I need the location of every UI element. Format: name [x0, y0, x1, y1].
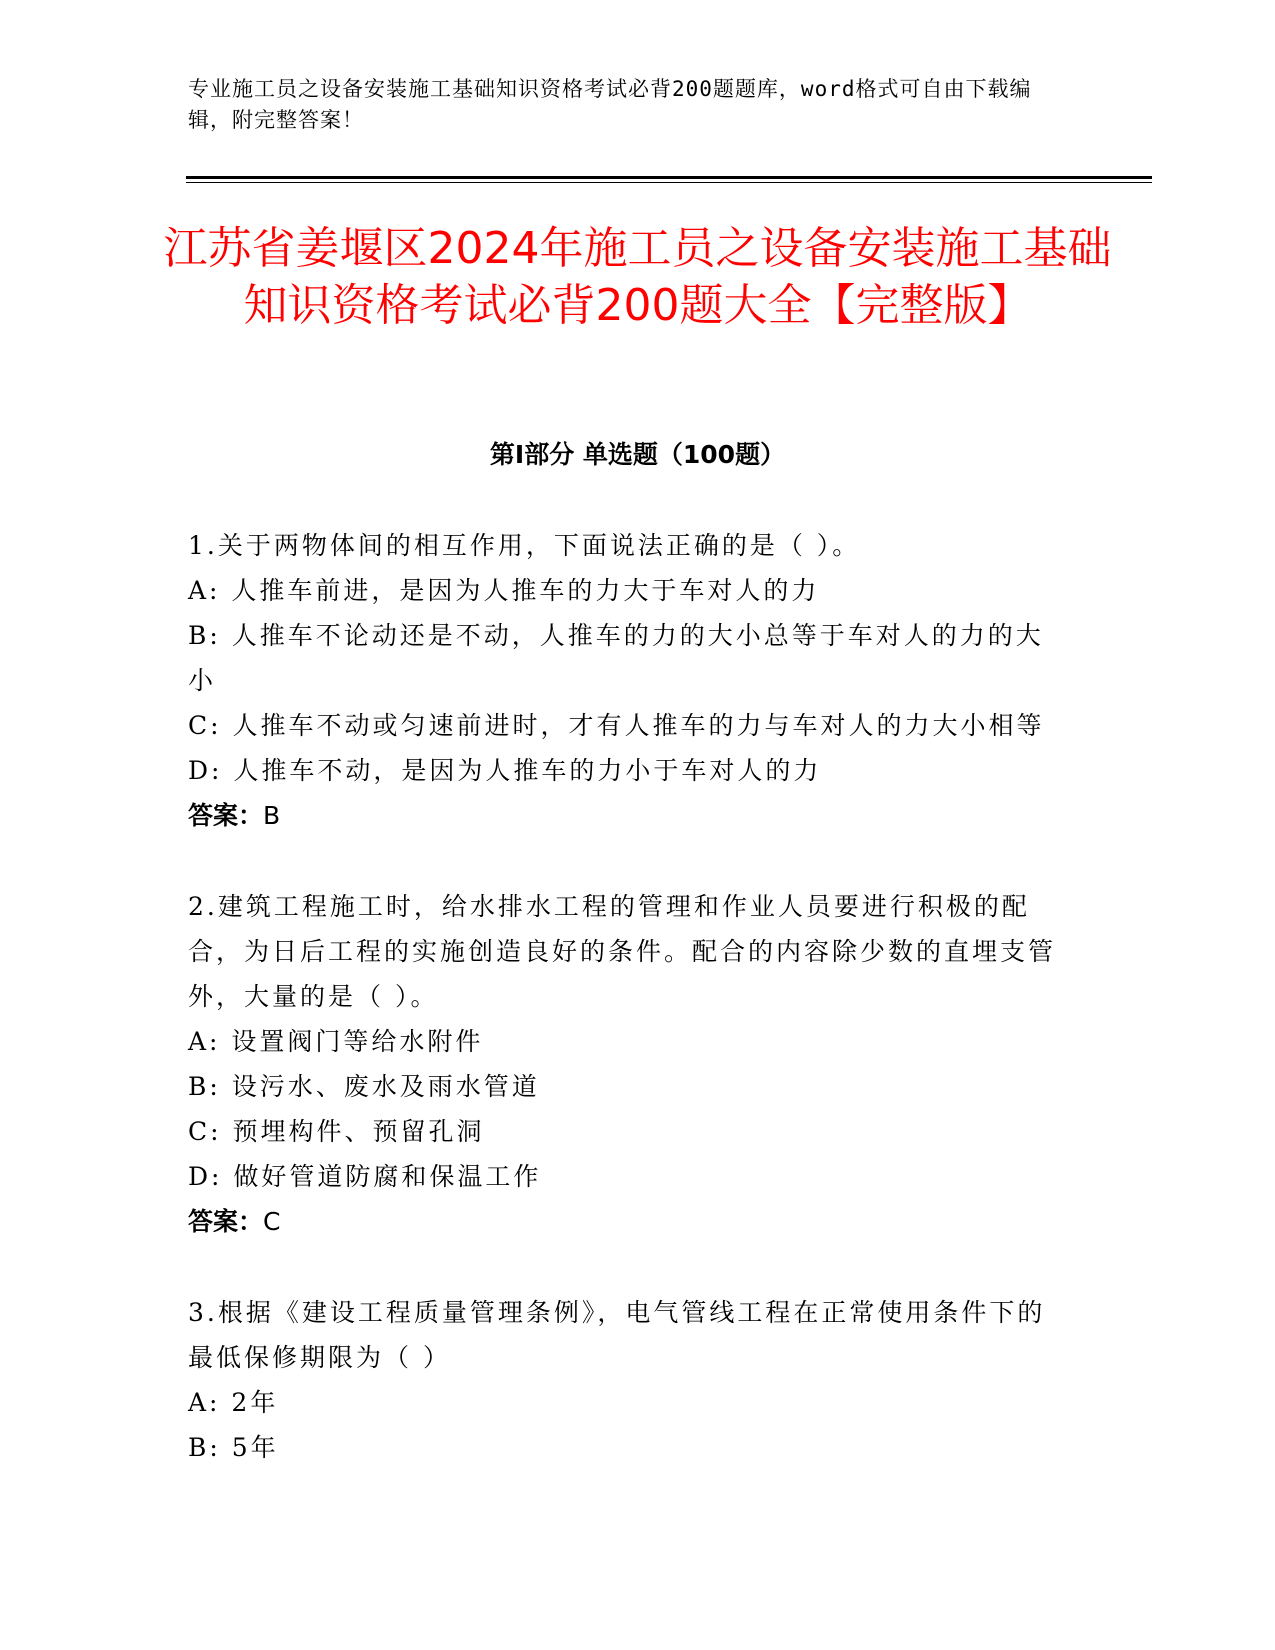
- header-rule-thick: [186, 176, 1152, 179]
- question-3: [188, 1290, 1068, 1470]
- answer-line: [188, 793, 1068, 838]
- question-stem: 1.关于两物体间的相互作用，下面说法正确的是（ ）。: [188, 531, 861, 560]
- option-b: B: 设污水、废水及雨水管道: [188, 1072, 540, 1101]
- option-c: C: 预埋构件、预留孔洞: [188, 1117, 485, 1146]
- header-rule-thin: [186, 182, 1152, 183]
- question-1: [188, 523, 1068, 838]
- answer-line: [188, 1199, 1068, 1244]
- option-b: B: 5年: [188, 1433, 279, 1462]
- answer-label: 答案：: [188, 801, 264, 830]
- section-heading: 第I部分 单选题（100题）: [489, 440, 786, 469]
- option-a: A: 人推车前进，是因为人推车的力大于车对人的力: [188, 576, 820, 605]
- document-title: 江苏省姜堰区2024年施工员之设备安装施工基础知识资格考试必背200题大全【完整版】: [163, 223, 1112, 331]
- header-note: 专业施工员之设备安装施工基础知识资格考试必背200题题库，word格式可自由下载编辑，附完整答案！: [188, 77, 1032, 132]
- option-b: B: 人推车不论动还是不动，人推车的力的大小总等于车对人的力的大小: [188, 621, 1044, 695]
- question-stem: 2.建筑工程施工时，给水排水工程的管理和作业人员要进行积极的配合，为日后工程的实施创造良好的条件。配合的内容除少数的直埋支管外，大量的是（ ）。: [188, 892, 1057, 1011]
- question-stem: 3.根据《建设工程质量管理条例》，电气管线工程在正常使用条件下的最低保修期限为（ ）: [188, 1298, 1046, 1372]
- option-d: D: 人推车不动，是因为人推车的力小于车对人的力: [188, 756, 822, 785]
- answer-value: C: [263, 1207, 281, 1236]
- answer-value: B: [263, 801, 281, 830]
- option-c: C: 人推车不动或匀速前进时，才有人推车的力与车对人的力大小相等: [188, 711, 1045, 740]
- option-a: A: 设置阀门等给水附件: [188, 1027, 484, 1056]
- option-a: A: 2年: [188, 1388, 279, 1417]
- option-d: D: 做好管道防腐和保温工作: [188, 1162, 542, 1191]
- answer-label: 答案：: [188, 1207, 264, 1236]
- question-list: [188, 523, 1068, 1516]
- question-2: [188, 884, 1068, 1244]
